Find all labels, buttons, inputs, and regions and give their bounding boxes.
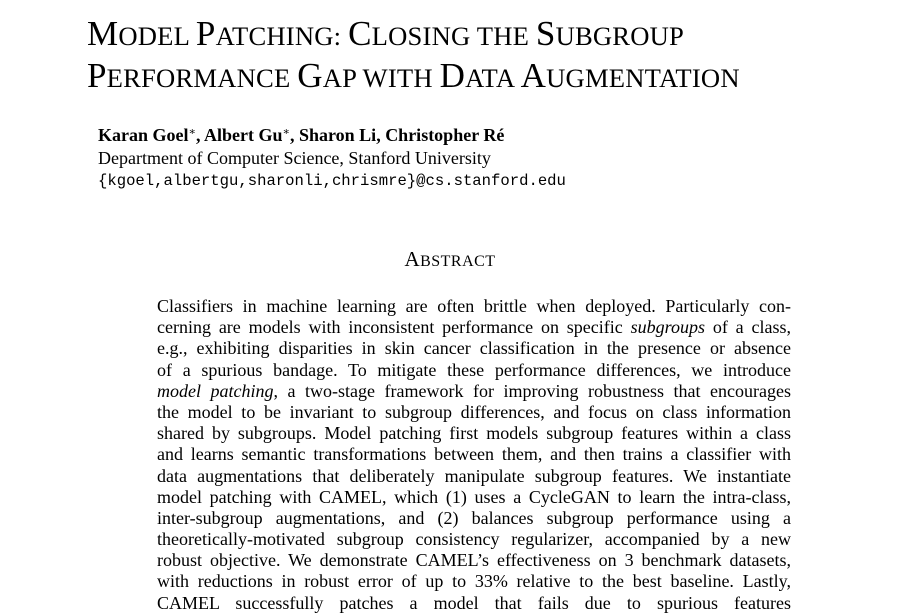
abstract-line — [157, 529, 791, 550]
abstract-text: data augmentations that deliberately manipulate subgroup features. We instantiate — [157, 465, 791, 486]
title-word-cap: S — [535, 14, 556, 53]
title-line-2 — [87, 56, 887, 98]
abstract-text: inter-subgroup augmentations, and (2) balances subgroup performance using a — [157, 507, 791, 528]
author-name: Karan Goel — [98, 125, 189, 145]
title-word-rest: AP WITH — [322, 63, 440, 93]
abstract-text: shared by subgroups. Model patching first models subgroup features within a class — [157, 423, 791, 444]
author-name: Albert Gu — [204, 125, 283, 145]
abstract-text: model patching with CAMEL, which (1) uses a CycleGAN to learn the intra-class, — [157, 486, 791, 507]
title-word-rest: ATCHING: — [215, 21, 349, 51]
abstract-text: of a spurious bandage. To mitigate these performance differences, we introduce — [157, 359, 791, 380]
abstract-text: cerning are models with inconsistent performance on specific — [157, 317, 631, 338]
abstract-line — [157, 593, 791, 614]
title-word-cap: G — [297, 56, 323, 95]
author-separator: , — [289, 125, 299, 145]
abstract-emphasis: subgroups — [630, 317, 705, 338]
abstract-line — [157, 444, 791, 465]
title-line-1 — [87, 14, 887, 56]
author-name: Christopher Ré — [385, 125, 505, 145]
abstract-line — [157, 360, 791, 381]
title-word-rest: UBGROUP — [555, 21, 685, 51]
abstract-text: with reductions in robust error of up to 33% relative to the best baseline. Lastly, — [157, 571, 791, 592]
abstract-line — [157, 296, 791, 317]
title-word-cap: A — [520, 56, 547, 95]
title-word-rest: LOSING THE — [371, 21, 536, 51]
title-word-cap: M — [87, 14, 119, 53]
abstract-line — [157, 381, 791, 402]
abstract-text: robust objective. We demonstrate CAMEL’s effectiveness on 3 benchmark datasets, — [157, 550, 791, 571]
abstract-text: e.g., exhibiting disparities in skin cancer classification in the presence or absence — [157, 338, 791, 359]
title-word-rest: ERFORMANCE — [106, 63, 298, 93]
abstract-heading-cap: A — [404, 247, 421, 271]
title-word-cap: D — [439, 56, 466, 95]
abstract-line — [157, 487, 791, 508]
abstract-heading-rest: BSTRACT — [420, 253, 496, 270]
abstract-text: , a two-stage framework for improving robustness that encourages — [273, 380, 791, 401]
abstract-text: CAMEL successfully patches a model that fails due to spurious features — [157, 592, 791, 613]
affiliation: Department of Computer Science, Stanford University — [98, 148, 491, 168]
author-separator: , — [376, 125, 386, 145]
abstract-line — [157, 550, 791, 571]
paper-title — [87, 14, 887, 98]
author-emails: {kgoel,albertgu,sharonli,chrismre}@cs.stanford.edu — [98, 172, 566, 190]
abstract-line — [157, 571, 791, 592]
author-name: Sharon Li — [298, 125, 377, 145]
abstract-line — [157, 338, 791, 359]
author-separator: , — [195, 125, 204, 145]
abstract-text: theoretically-motivated subgroup consistency regularizer, accompanied by a new — [157, 529, 791, 550]
abstract-line — [157, 508, 791, 529]
abstract-body — [157, 296, 791, 614]
author-list — [98, 124, 504, 146]
abstract-text: the model to be invariant to subgroup differences, and focus on class information — [157, 401, 791, 422]
abstract-line — [157, 402, 791, 423]
abstract-line — [157, 423, 791, 444]
abstract-text: of a class, — [704, 317, 791, 338]
abstract-text: and learns semantic transformations between them, and then trains a classifier with — [157, 444, 791, 465]
abstract-heading — [0, 246, 900, 275]
abstract-emphasis: model patching — [157, 380, 274, 401]
title-word-rest: ODEL — [118, 21, 196, 51]
title-word-cap: P — [195, 14, 216, 53]
title-word-cap: P — [87, 56, 107, 95]
abstract-line — [157, 466, 791, 487]
equal-contribution-mark: ∗ — [188, 126, 196, 138]
equal-contribution-mark: ∗ — [282, 126, 290, 138]
abstract-line — [157, 317, 791, 338]
title-word-rest: ATA — [465, 63, 521, 93]
abstract-text: Classifiers in machine learning are often brittle when deployed. Particularly con- — [157, 296, 791, 316]
title-word-rest: UGMENTATION — [546, 63, 740, 93]
title-word-cap: C — [348, 14, 372, 53]
